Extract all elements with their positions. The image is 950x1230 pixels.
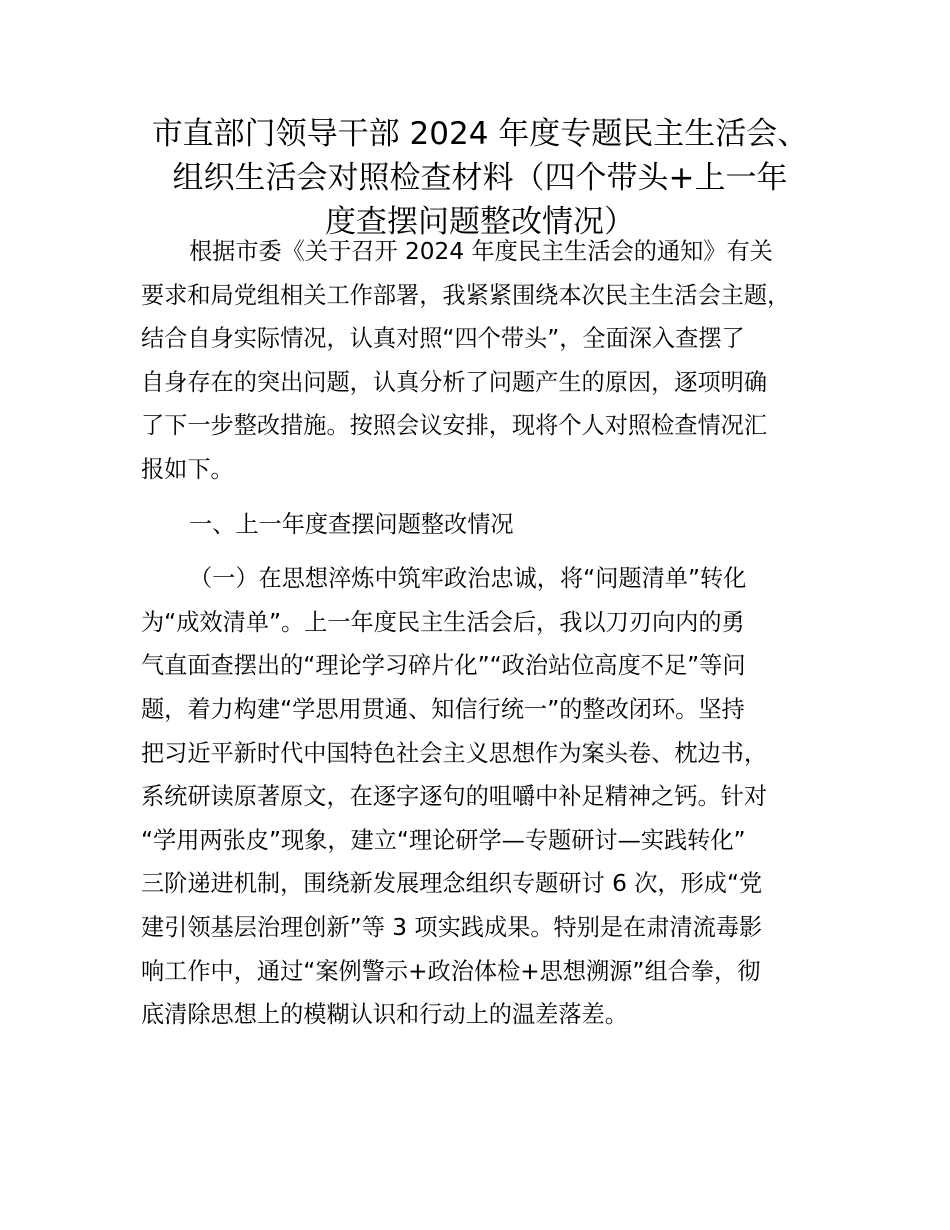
sub-line-11: 底清除思想上的模糊认识和行动上的温差落差。 bbox=[141, 1001, 628, 1029]
sub-line-5: 把习近平新时代中国特色社会主义思想作为案头卷、枕边书， bbox=[141, 739, 768, 767]
title-line-2: 组织生活会对照检查材料（四个带头+上一年 bbox=[172, 160, 788, 196]
intro-line-3: 结合自身实际情况，认真对照“四个带头”，全面深入查摆了 bbox=[141, 325, 745, 353]
document-title bbox=[130, 112, 830, 244]
intro-line-2: 要求和局党组相关工作部署，我紧紧围绕本次民主生活会主题， bbox=[141, 281, 791, 309]
sub-line-3: 气直面查摆出的“理论学习碎片化”“政治站位高度不足”等问 bbox=[141, 652, 746, 680]
intro-line-1: 根据市委《关于召开 2024 年度民主生活会的通知》有关 bbox=[189, 238, 773, 265]
document-body bbox=[141, 230, 831, 1037]
paragraph-spacer bbox=[141, 546, 831, 557]
section-heading-text: 一、上一年度查摆问题整改情况 bbox=[189, 510, 514, 538]
sub-line-4: 题，着力构建“学思用贯通、知信行统一”的整改闭环。坚持 bbox=[141, 695, 745, 723]
section-heading bbox=[141, 503, 831, 547]
title-line-3: 度查摆问题整改情况） bbox=[325, 204, 635, 240]
intro-line-5: 了下一步整改措施。按照会议安排，现将个人对照检查情况汇 bbox=[141, 412, 768, 440]
sub-line-9: 建引领基层治理创新”等 3 项实践成果。特别是在肃清流毒影 bbox=[141, 913, 763, 941]
sub-line-2: 为“成效清单”。上一年度民主生活会后，我以刀刃向内的勇 bbox=[141, 608, 745, 636]
sub-line-10: 响工作中，通过“案例警示+政治体检+思想溯源”组合拳，彻 bbox=[141, 957, 761, 985]
subsection-paragraph bbox=[141, 557, 831, 1037]
intro-line-6: 报如下。 bbox=[141, 455, 234, 483]
intro-paragraph bbox=[141, 230, 831, 492]
sub-line-6: 系统研读原著原文，在逐字逐句的咀嚼中补足精神之钙。针对 bbox=[141, 783, 768, 811]
sub-line-1: （一）在思想淬炼中筑牢政治忠诚，将“问题清单”转化 bbox=[189, 565, 747, 593]
title-line-1: 市直部门领导干部 2024 年度专题民主生活会、 bbox=[151, 116, 809, 152]
intro-line-4: 自身存在的突出问题，认真分析了问题产生的原因，逐项明确 bbox=[141, 368, 768, 396]
paragraph-spacer bbox=[141, 492, 831, 503]
sub-line-8: 三阶递进机制，围绕新发展理念组织专题研讨 6 次，形成“党 bbox=[141, 870, 763, 898]
sub-line-7: “学用两张皮”现象，建立“理论研学—专题研讨—实践转化” bbox=[141, 826, 746, 854]
